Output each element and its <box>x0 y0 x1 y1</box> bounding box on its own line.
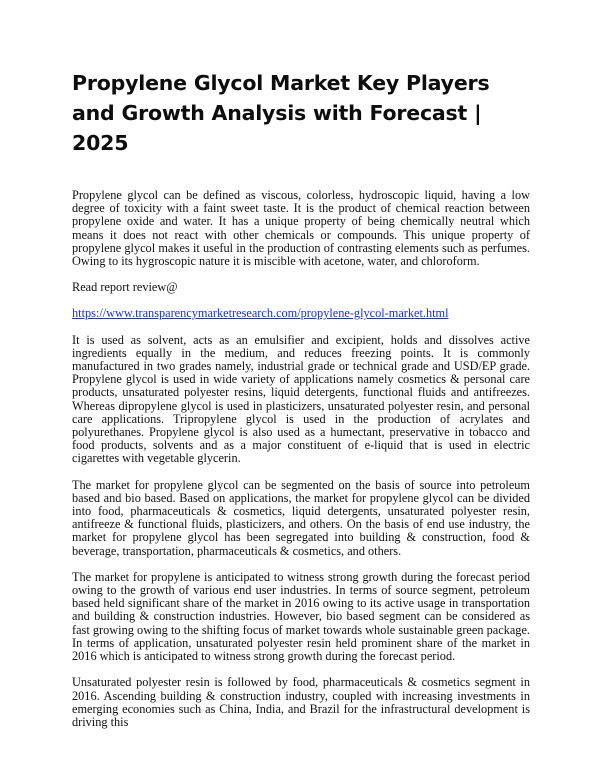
report-link-line <box>72 307 530 320</box>
paragraph-segmentation: The market for propylene glycol can be segmented on the basis of source into petroleum based and bio based. Based on applications, the market for propylene glycol can be divided into food, pharmaceuticals & cosmetics, liquid detergents, unsaturated polyester resin, antifreeze & functional fluids, plasticizers, and others. On the basis of end use industry, the market for propylene glycol has been segregated into building & construction, food & beverage, transportation, pharmaceuticals & cosmetics, and others. <box>72 477 530 558</box>
paragraph-definition: Propylene glycol can be defined as viscous, colorless, hydroscopic liquid, having a low degree of toxicity with a faint sweet taste. It is the product of chemical reaction between propylene oxide and water. It has a unique property of being chemically neutral which means it does not react with other chemicals or compounds. This unique property of propylene glycol makes it useful in the production of contrasting elements such as perfumes. Owing to its hygroscopic nature it is miscible with acetone, water, and chloroform. <box>72 188 530 269</box>
document-title: Propylene Glycol Market Key Players and Growth Analysis with Forecast | 2025 <box>72 71 490 155</box>
read-report-label: Read report review@ <box>72 280 178 295</box>
report-link[interactable]: https://www.transparencymarketresearch.com/propylene-glycol-market.html <box>72 306 449 321</box>
paragraph-growth: The market for propylene is anticipated to witness strong growth during the forecast period owing to the growth of various end user industries. In terms of source segment, petroleum based held significant share of the market in 2016 owing to its active usage in transportation and building & construction industries. However, bio based segment can be considered as fast growing owing to the shifting focus of market towards whole sustainable green package. In terms of application, unsaturated polyester resin held prominent share of the market in 2016 which is anticipated to witness strong growth during the forecast period. <box>72 569 530 664</box>
paragraph-uses: It is used as solvent, acts as an emulsifier and excipient, holds and dissolves active ingredients equally in the medium, and reduces freezing points. It is commonly manufactured in two grades namely, industrial grade or technical grade and USD/EP grade. Propylene glycol is used in wide variety of applications namely cosmetics & personal care products, unsaturated polyester resins, liquid detergents, functional fluids and antifreezes. Whereas dipropylene glycol is used in plasticizers, unsaturated polyester resin, and personal care applications. Tripropylene glycol is used in the production of acrylates and polyurethanes. Propylene glycol is also used as a humectant, preservative in tobacco and food products, solvents and as a major constituent of e-liquid that is used in electric cigarettes with vegetable glycerin. <box>72 332 530 466</box>
paragraph-applications: Unsaturated polyester resin is followed by food, pharmaceuticals & cosmetics segment in 2016. Ascending building & construction industry, coupled with increasing investments in emerging economies such as China, India, and Brazil for the infrastructural development is driving this <box>72 675 530 729</box>
